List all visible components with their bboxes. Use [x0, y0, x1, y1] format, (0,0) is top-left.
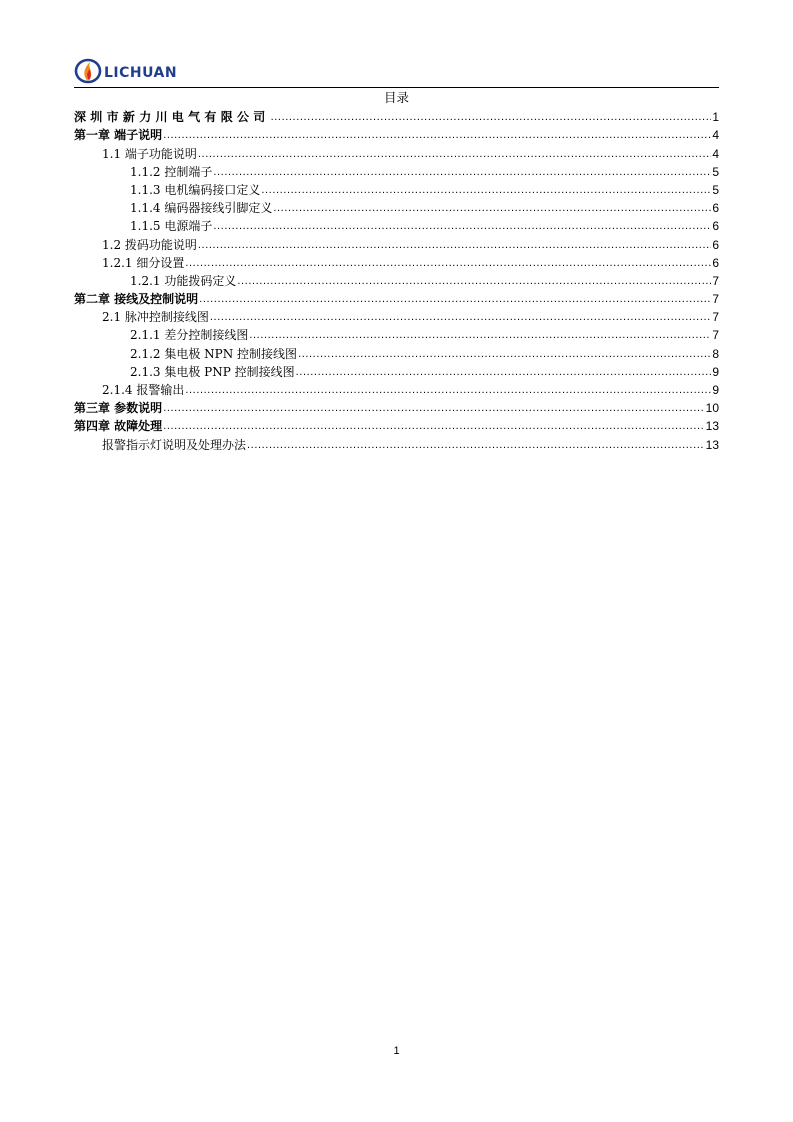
toc-entry[interactable]: [74, 179, 719, 197]
toc-entry-page: 5: [712, 182, 719, 197]
toc-entry[interactable]: [74, 142, 719, 160]
logo-text: LICHUAN: [104, 65, 178, 81]
toc-leader-dots: [213, 165, 711, 179]
toc-entry-page: 7: [712, 273, 719, 288]
toc-entry-label: 第四章 故障处理: [74, 419, 163, 434]
toc-entry-page: 9: [712, 364, 719, 379]
toc-entry-label: 1.1.5 电源端子: [130, 219, 213, 234]
toc-entry-page: 5: [712, 164, 719, 179]
toc-entry-page: 10: [705, 401, 719, 416]
toc-entry[interactable]: [74, 124, 719, 142]
toc-title: 目录: [383, 90, 409, 105]
toc-leader-dots: [163, 401, 704, 415]
toc-leader-dots: [210, 310, 711, 324]
toc-entry-label: 2.1.3 集电极 PNP 控制接线图: [130, 364, 295, 379]
toc-entry[interactable]: [74, 161, 719, 179]
toc-entry[interactable]: [74, 433, 719, 451]
toc-entry-page: 4: [712, 146, 719, 161]
toc-entry-label: 1.1 端子功能说明: [102, 146, 197, 161]
toc-entry-page: 6: [712, 219, 719, 234]
toc-leader-dots: [247, 438, 705, 452]
toc-entry-label: 2.1 脉冲控制接线图: [102, 310, 209, 325]
toc-leader-dots: [237, 274, 711, 288]
toc-entry-page: 6: [712, 237, 719, 252]
toc-leader-dots: [185, 256, 711, 270]
toc-entry[interactable]: [74, 270, 719, 288]
toc-entry-page: 7: [712, 292, 719, 307]
toc-entry[interactable]: [74, 197, 719, 215]
toc-leader-dots: [185, 383, 711, 397]
toc-entry[interactable]: [74, 342, 719, 360]
toc-entry-label: 1.2.1 细分设置: [102, 255, 185, 270]
toc-leader-dots: [261, 183, 711, 197]
toc-entry-label: 2.1.2 集电极 NPN 控制接线图: [130, 346, 298, 361]
toc-entry[interactable]: [74, 361, 719, 379]
toc-leader-dots: [199, 292, 711, 306]
table-of-contents: [74, 106, 719, 452]
toc-entry-label: 报警指示灯说明及处理办法: [102, 437, 247, 452]
toc-entry[interactable]: [74, 233, 719, 251]
toc-leader-dots: [198, 238, 711, 252]
toc-entry-page: 13: [705, 419, 719, 434]
toc-leader-dots: [296, 365, 712, 379]
toc-entry-label: 2.1.1 差分控制接线图: [130, 328, 249, 343]
toc-entry-label: 第二章 接线及控制说明: [74, 292, 199, 307]
toc-leader-dots: [213, 219, 711, 233]
toc-entry-page: 4: [712, 128, 719, 143]
toc-entry[interactable]: [74, 324, 719, 342]
toc-leader-dots: [298, 347, 711, 361]
toc-leader-dots: [271, 110, 712, 124]
toc-entry-label: 1.1.3 电机编码接口定义: [130, 182, 261, 197]
toc-leader-dots: [273, 201, 711, 215]
toc-entry-page: 8: [712, 346, 719, 361]
toc-entry-label: 1.2 拨码功能说明: [102, 237, 197, 252]
toc-entry-label: 1.1.2 控制端子: [130, 164, 213, 179]
toc-leader-dots: [249, 328, 711, 342]
toc-leader-dots: [163, 419, 704, 433]
toc-leader-dots: [163, 128, 711, 142]
toc-entry-page: 13: [705, 437, 719, 452]
toc-entry-page: 7: [712, 328, 719, 343]
toc-entry[interactable]: [74, 379, 719, 397]
toc-entry[interactable]: [74, 306, 719, 324]
toc-entry[interactable]: [74, 252, 719, 270]
toc-entry-page: 6: [712, 255, 719, 270]
toc-entry-page: 9: [712, 383, 719, 397]
toc-entry-page: 6: [712, 201, 719, 216]
toc-entry-label: 1.1.4 编码器接线引脚定义: [130, 201, 273, 216]
toc-entry[interactable]: [74, 288, 719, 306]
toc-entry-label: 第三章 参数说明: [74, 401, 163, 416]
toc-entry-label: 深圳市新力川电气有限公司: [74, 110, 270, 125]
toc-entry[interactable]: [74, 415, 719, 433]
toc-entry[interactable]: [74, 106, 719, 124]
toc-entry-label: 1.2.1 功能拨码定义: [130, 273, 237, 288]
toc-entry-label: 第一章 端子说明: [74, 128, 163, 143]
page-number: 1: [393, 1045, 400, 1057]
toc-entry-page: 7: [712, 310, 719, 325]
toc-entry[interactable]: [74, 397, 719, 415]
toc-entry-label: 2.1.4 报警输出: [102, 383, 185, 397]
toc-entry[interactable]: [74, 215, 719, 233]
toc-entry-page: 1: [712, 110, 719, 125]
lichuan-logo-mark-icon: [74, 56, 108, 86]
company-logo: [74, 56, 194, 88]
toc-leader-dots: [198, 147, 711, 161]
